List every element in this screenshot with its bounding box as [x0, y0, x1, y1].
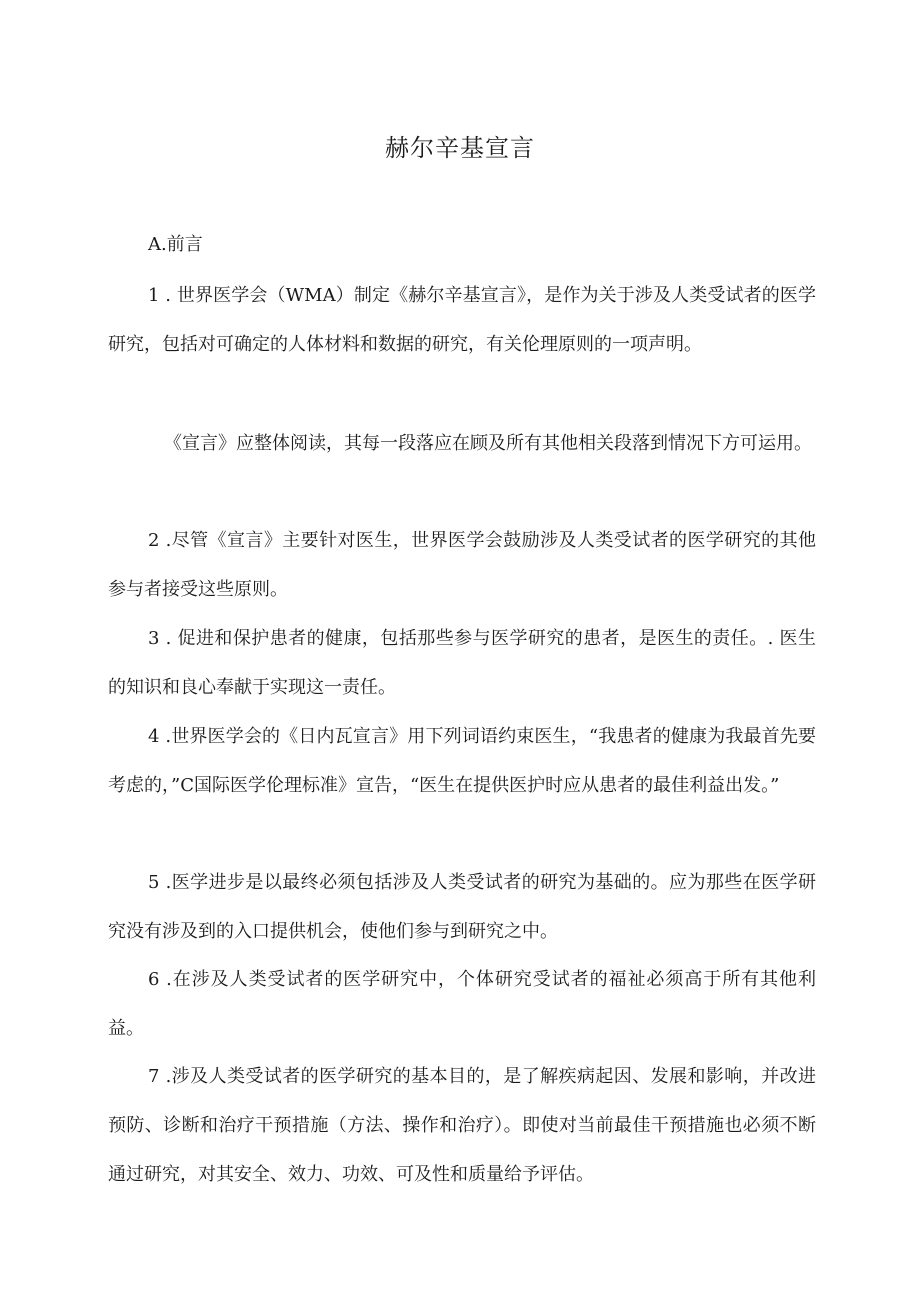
paragraph-2: 2 .尽管《宣言》主要针对医生，世界医学会鼓励涉及人类受试者的医学研究的其他参与者接受这些原则。 [108, 530, 816, 600]
paragraph-1-continued: 《宣言》应整体阅读，其每一段落应在顾及所有其他相关段落到情况下方可运用。 [164, 433, 812, 454]
paragraph-3: 3 . 促进和保护患者的健康，包括那些参与医学研究的患者，是医生的责任。. 医生的知识和良心奉献于实现这一责任。 [108, 628, 816, 698]
paragraph-7: 7 .涉及人类受试者的医学研究的基本目的，是了解疾病起因、发展和影响，并改进预防、诊断和治疗干预措施（方法、操作和治疗）。即使对当前最佳干预措施也必须不断通过研究，对其安全、效力、功效、可及性和质量给予评估。 [108, 1066, 816, 1185]
paragraph-6: 6 .在涉及人类受试者的医学研究中，个体研究受试者的福祉必须高于所有其他利益。 [108, 969, 816, 1039]
document-title: 赫尔辛基宣言 [385, 134, 535, 162]
paragraph-1: 1 . 世界医学会（WMA）制定《赫尔辛基宣言》，是作为关于涉及人类受试者的医学研究，包括对可确定的人体材料和数据的研究，有关伦理原则的一项声明。 [108, 285, 816, 355]
paragraph-5: 5 .医学进步是以最终必须包括涉及人类受试者的研究为基础的。应为那些在医学研究没有涉及到的入口提供机会，使他们参与到研究之中。 [108, 872, 816, 942]
paragraph-4: 4 .世界医学会的《日内瓦宣言》用下列词语约束医生，“我患者的健康为我最首先要考虑的，”C国际医学伦理标准》宣告，“医生在提供医护时应从患者的最佳利益出发。” [108, 726, 816, 796]
section-heading: A.前言 [148, 234, 203, 255]
